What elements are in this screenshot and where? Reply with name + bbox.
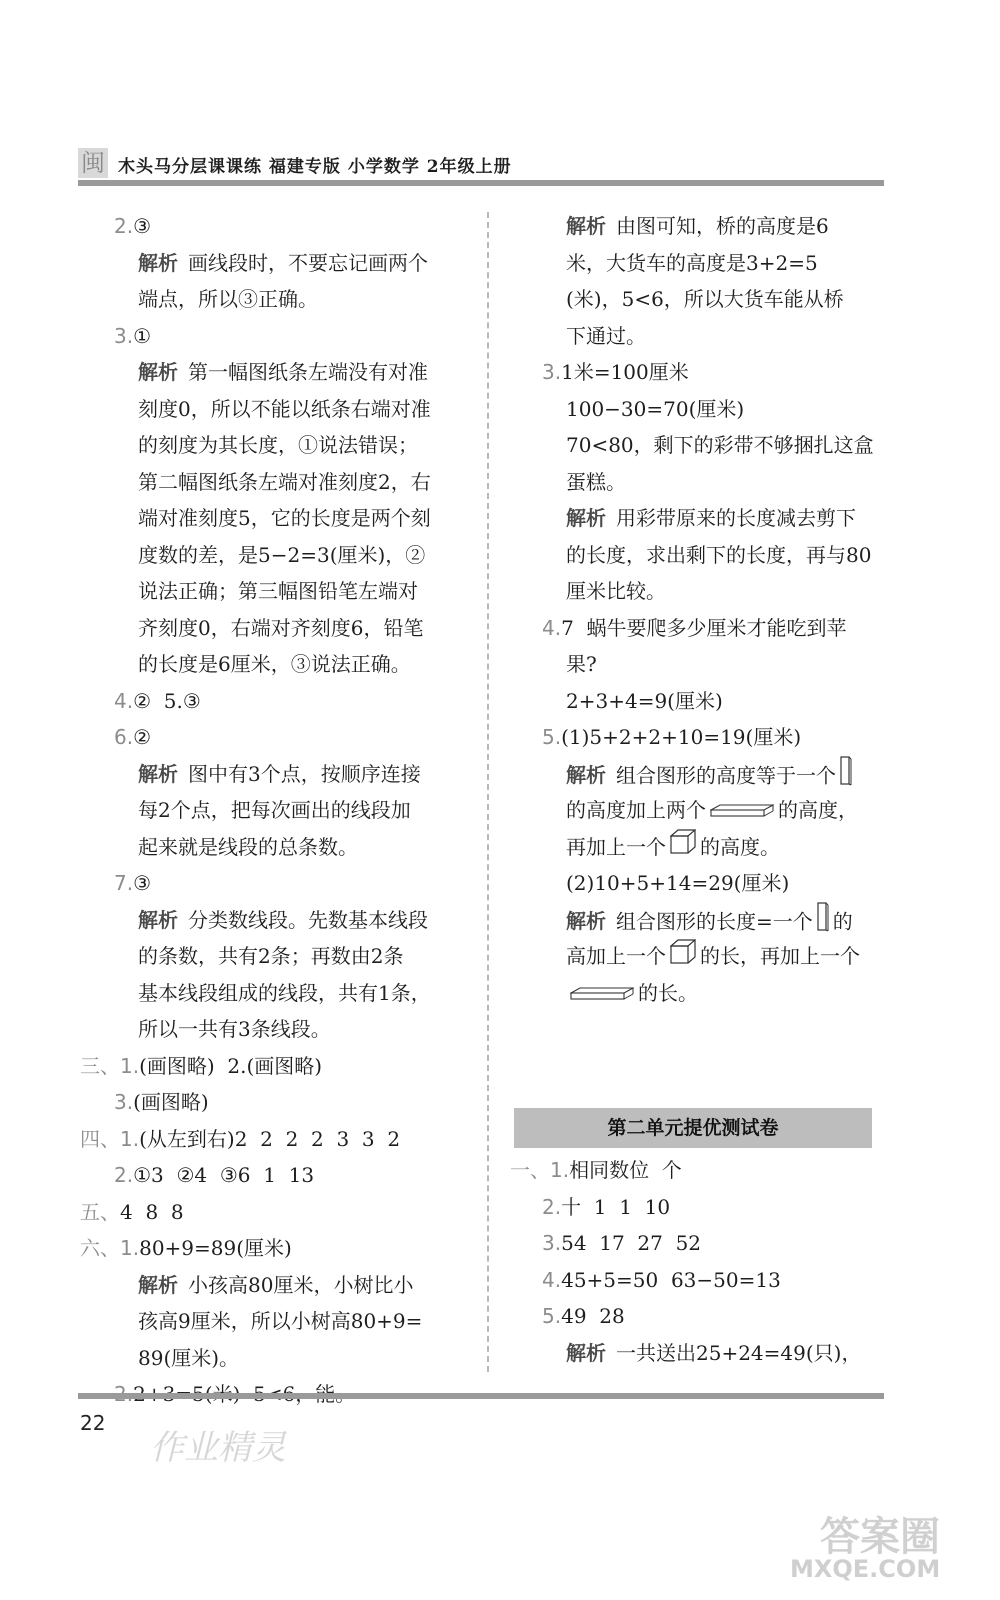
analysis-line: 起来就是线段的总条数。 [138, 834, 358, 859]
answer-line: 2+3+4=9(厘米) [566, 688, 723, 713]
right-lower-column [510, 1152, 890, 1371]
answer-line: 100−30=70(厘米) [566, 396, 745, 421]
header-rule [78, 180, 884, 186]
analysis-line: 的高度加上两个 的高度， [510, 792, 890, 829]
answer-line: 70<80，剩下的彩带不够捆扎这盒 [566, 433, 874, 457]
analysis-line: 第二幅图纸条左端对准刻度2，右 [138, 469, 431, 494]
watermark-logo: 答案圈 [820, 1513, 940, 1560]
analysis-line: 再加上一个 的高度。 [510, 829, 890, 866]
analysis-line: 度数的差，是5−2=3(厘米)，② [138, 542, 426, 567]
section-banner: 第二单元提优测试卷 [514, 1108, 872, 1148]
analysis-line: 齐刻度0，右端对齐刻度6，铅笔 [138, 615, 424, 640]
analysis-line: 的刻度为其长度，①说法错误； [138, 433, 418, 457]
analysis-line: 解析 组合图形的高度等于一个 [510, 756, 890, 793]
right-column [510, 208, 890, 1011]
answer-line: 4.② 5.③ [114, 688, 201, 713]
analysis-line: 所以一共有3条线段。 [138, 1017, 331, 1041]
answer-line: 6.② [114, 725, 152, 749]
answer-line: 3.54 17 27 52 [542, 1231, 702, 1255]
analysis-line: 解析 分类数线段。先数基本线段 [138, 907, 428, 932]
analysis-line: 端点，所以③正确。 [138, 287, 318, 311]
analysis-line: 的长度是6厘米，③说法正确。 [138, 652, 411, 676]
analysis-line: 解析 图中有3个点，按顺序连接 [138, 761, 421, 786]
watermark-text: 作业精灵 [150, 1428, 286, 1468]
answer-line: (2)10+5+14=29(厘米) [566, 871, 790, 895]
answer-line: 4.45+5=50 63−50=13 [542, 1267, 781, 1292]
analysis-line: 厘米比较。 [566, 579, 666, 603]
answer-line: 2.十 1 1 10 [542, 1194, 671, 1219]
cube-icon [670, 939, 696, 977]
tall-block-icon [840, 756, 852, 798]
analysis-line: 解析 画线段时，不要忘记画两个 [138, 250, 428, 275]
page-header [78, 148, 884, 184]
analysis-line: 的长度，求出剩下的长度，再与80 [566, 542, 872, 567]
answer-line: 三、1.(画图略) 2.(画图略) [80, 1053, 323, 1078]
analysis-line: 米，大货车的高度是3+2=5 [566, 250, 818, 275]
analysis-line: 解析 一共送出25+24=49(只)， [566, 1340, 862, 1365]
answer-line: 一、1.相同数位 个 [510, 1158, 682, 1182]
page-number: 22 [80, 1411, 106, 1435]
answer-line: 4.7 蜗牛要爬多少厘米才能吃到苹 [542, 615, 847, 640]
answer-line: 五、4 8 8 [80, 1199, 184, 1224]
answer-line: 2.③ [114, 214, 152, 238]
answer-line: 3.(画图略) [114, 1090, 209, 1114]
answer-line: 果? [566, 652, 597, 676]
analysis-line: 的条数，共有2条；再数由2条 [138, 944, 404, 968]
cube-icon [670, 829, 696, 867]
answer-line: 5.(1)5+2+2+10=19(厘米) [542, 725, 802, 749]
answer-line: 5.49 28 [542, 1304, 625, 1328]
answer-line: 四、1.(从左到右)2 2 2 2 3 3 2 [80, 1126, 401, 1151]
analysis-line: 的长。 [510, 975, 890, 1012]
analysis-line: (米)，5<6，所以大货车能从桥 [566, 287, 844, 311]
answer-line: 7.③ [114, 871, 152, 895]
analysis-line: 说法正确；第三幅图铅笔左端对 [138, 579, 418, 603]
analysis-line: 解析 小孩高80厘米，小树比小 [138, 1272, 414, 1297]
answer-line: 2.①3 ②4 ③6 1 13 [114, 1163, 315, 1187]
footer-rule [78, 1393, 884, 1399]
analysis-line: 孩高9厘米，所以小树高80+9= [138, 1309, 423, 1333]
answer-line: 3.1米=100厘米 [542, 360, 689, 384]
analysis-line: 高加上一个 的长，再加上一个 [510, 938, 890, 975]
analysis-line: 端对准刻度5，它的长度是两个刻 [138, 506, 431, 530]
analysis-line: 刻度0，所以不能以纸条右端对准 [138, 396, 431, 421]
analysis-line: 解析 用彩带原来的长度减去剪下 [566, 506, 856, 530]
analysis-line: 下通过。 [566, 323, 646, 348]
analysis-line: 基本线段组成的线段，共有1条， [138, 980, 431, 1005]
answer-line: 蛋糕。 [566, 469, 626, 494]
answer-line: 3.① [114, 323, 152, 348]
tall-block-icon [817, 902, 829, 944]
left-column [80, 208, 475, 1413]
column-divider [487, 212, 489, 1372]
analysis-line: 89(厘米)。 [138, 1345, 240, 1370]
region-badge: 闽 [78, 148, 108, 178]
answer-line: 六、1.80+9=89(厘米) [80, 1236, 292, 1260]
flat-plank-icon [710, 793, 774, 830]
watermark-url: MXQE.COM [790, 1555, 941, 1583]
analysis-line: 每2个点，把每次画出的线段加 [138, 798, 411, 822]
analysis-line: 解析 第一幅图纸条左端没有对准 [138, 360, 428, 384]
analysis-line: 解析 组合图形的长度=一个 的 [510, 902, 890, 939]
book-title: 木头马分层课课练 福建专版 小学数学 2年级上册 [118, 157, 512, 177]
flat-plank-icon [570, 976, 634, 1013]
analysis-line: 解析 由图可知，桥的高度是6 [566, 214, 829, 238]
